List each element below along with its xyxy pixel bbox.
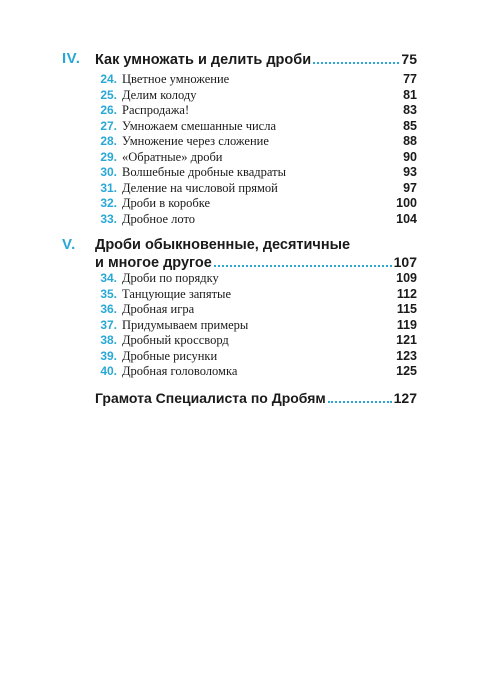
dot-leader xyxy=(313,52,399,64)
entry-page-number: 88 xyxy=(403,134,417,148)
toc-entry[interactable] xyxy=(0,150,481,165)
entry-title: Дробные рисунки xyxy=(122,348,218,363)
section-number: V. xyxy=(62,236,76,253)
section-title-text: Как умножать и делить дроби xyxy=(95,52,312,68)
toc-entry[interactable] xyxy=(0,134,481,149)
entry-title: Дроби в коробке xyxy=(122,196,211,210)
toc-entry[interactable] xyxy=(0,212,481,227)
entry-title: Цветное умножение xyxy=(122,72,230,86)
entry-page-number: 119 xyxy=(396,317,417,332)
entry-title: Умножение через сложение xyxy=(122,134,269,148)
entry-page-number: 81 xyxy=(403,87,417,102)
entry-number: 33. xyxy=(100,211,117,226)
toc-entry[interactable] xyxy=(0,318,481,333)
toc-entry[interactable] xyxy=(0,181,481,196)
section-title-text: Дроби обыкновенные, десятичные xyxy=(95,237,351,253)
entry-page-number: 109 xyxy=(396,271,417,285)
entry-page-number: 97 xyxy=(403,180,417,195)
entry-title: Деление на числовой прямой xyxy=(122,180,278,195)
entry-title: Умножаем смешанные числа xyxy=(122,118,276,133)
entry-number: 31. xyxy=(100,180,117,195)
entry-page-number: 115 xyxy=(396,302,417,316)
dot-leader xyxy=(328,391,392,403)
entry-page-number: 93 xyxy=(403,165,417,179)
entry-page-number: 77 xyxy=(403,72,417,86)
toc-entry[interactable] xyxy=(0,196,481,211)
entry-number: 25. xyxy=(100,87,117,102)
section-title-text: и многое другое xyxy=(95,255,212,271)
entry-number: 38. xyxy=(100,333,117,347)
toc-entry[interactable] xyxy=(0,88,481,103)
entry-number: 30. xyxy=(100,165,117,179)
section-page-number: 75 xyxy=(401,51,417,67)
entry-page-number: 90 xyxy=(403,149,417,164)
entry-title: Делим колоду xyxy=(122,87,197,102)
entry-number: 40. xyxy=(100,364,117,378)
toc-entry[interactable] xyxy=(0,349,481,364)
entry-number: 24. xyxy=(100,72,117,86)
toc-entry[interactable] xyxy=(0,302,481,317)
entry-number: 27. xyxy=(100,118,117,133)
entry-number: 32. xyxy=(100,196,117,210)
entry-title: Дробная игра xyxy=(122,302,195,316)
entry-title: Дробная головоломка xyxy=(122,364,238,378)
entry-page-number: 125 xyxy=(396,364,417,378)
entry-number: 26. xyxy=(100,103,117,117)
entry-number: 39. xyxy=(100,348,117,363)
toc-entry[interactable] xyxy=(0,72,481,87)
toc-entry[interactable] xyxy=(0,364,481,379)
entry-page-number: 83 xyxy=(403,103,417,117)
entry-page-number: 100 xyxy=(396,196,417,210)
entry-page-number: 85 xyxy=(403,118,417,133)
toc-final-entry[interactable] xyxy=(95,390,417,406)
entry-title: Придумываем примеры xyxy=(122,317,249,332)
final-title: Грамота Специалиста по Дробям xyxy=(95,390,326,406)
toc-entry[interactable] xyxy=(0,165,481,180)
entry-page-number: 123 xyxy=(396,348,417,363)
entry-number: 37. xyxy=(100,317,117,332)
toc-entry[interactable] xyxy=(0,287,481,302)
entry-title: Распродажа! xyxy=(122,103,190,117)
entry-page-number: 112 xyxy=(396,286,417,301)
entry-number: 36. xyxy=(100,302,117,316)
entry-number: 35. xyxy=(100,286,117,301)
entry-title: Дробное лото xyxy=(122,211,196,226)
toc-entry[interactable] xyxy=(0,119,481,134)
entry-number: 29. xyxy=(100,149,117,164)
entry-page-number: 104 xyxy=(396,211,417,226)
entry-title: Танцующие запятые xyxy=(122,286,231,301)
entry-title: Волшебные дробные квадраты xyxy=(122,165,286,179)
section-page-number: 107 xyxy=(393,254,417,270)
toc-entry[interactable] xyxy=(0,271,481,286)
section-title[interactable] xyxy=(95,237,417,272)
toc-entry[interactable] xyxy=(0,103,481,118)
section-number: IV. xyxy=(62,50,81,67)
section-title[interactable] xyxy=(95,51,417,69)
entry-number: 28. xyxy=(100,134,117,148)
toc-entry[interactable] xyxy=(0,333,481,348)
entry-title: Дробный кроссворд xyxy=(122,333,229,347)
final-page-number: 127 xyxy=(393,390,417,406)
entry-page-number: 121 xyxy=(396,333,417,347)
dot-leader xyxy=(214,255,392,267)
entry-title: «Обратные» дроби xyxy=(122,149,223,164)
entry-number: 34. xyxy=(100,271,117,285)
entry-title: Дроби по порядку xyxy=(122,271,219,285)
